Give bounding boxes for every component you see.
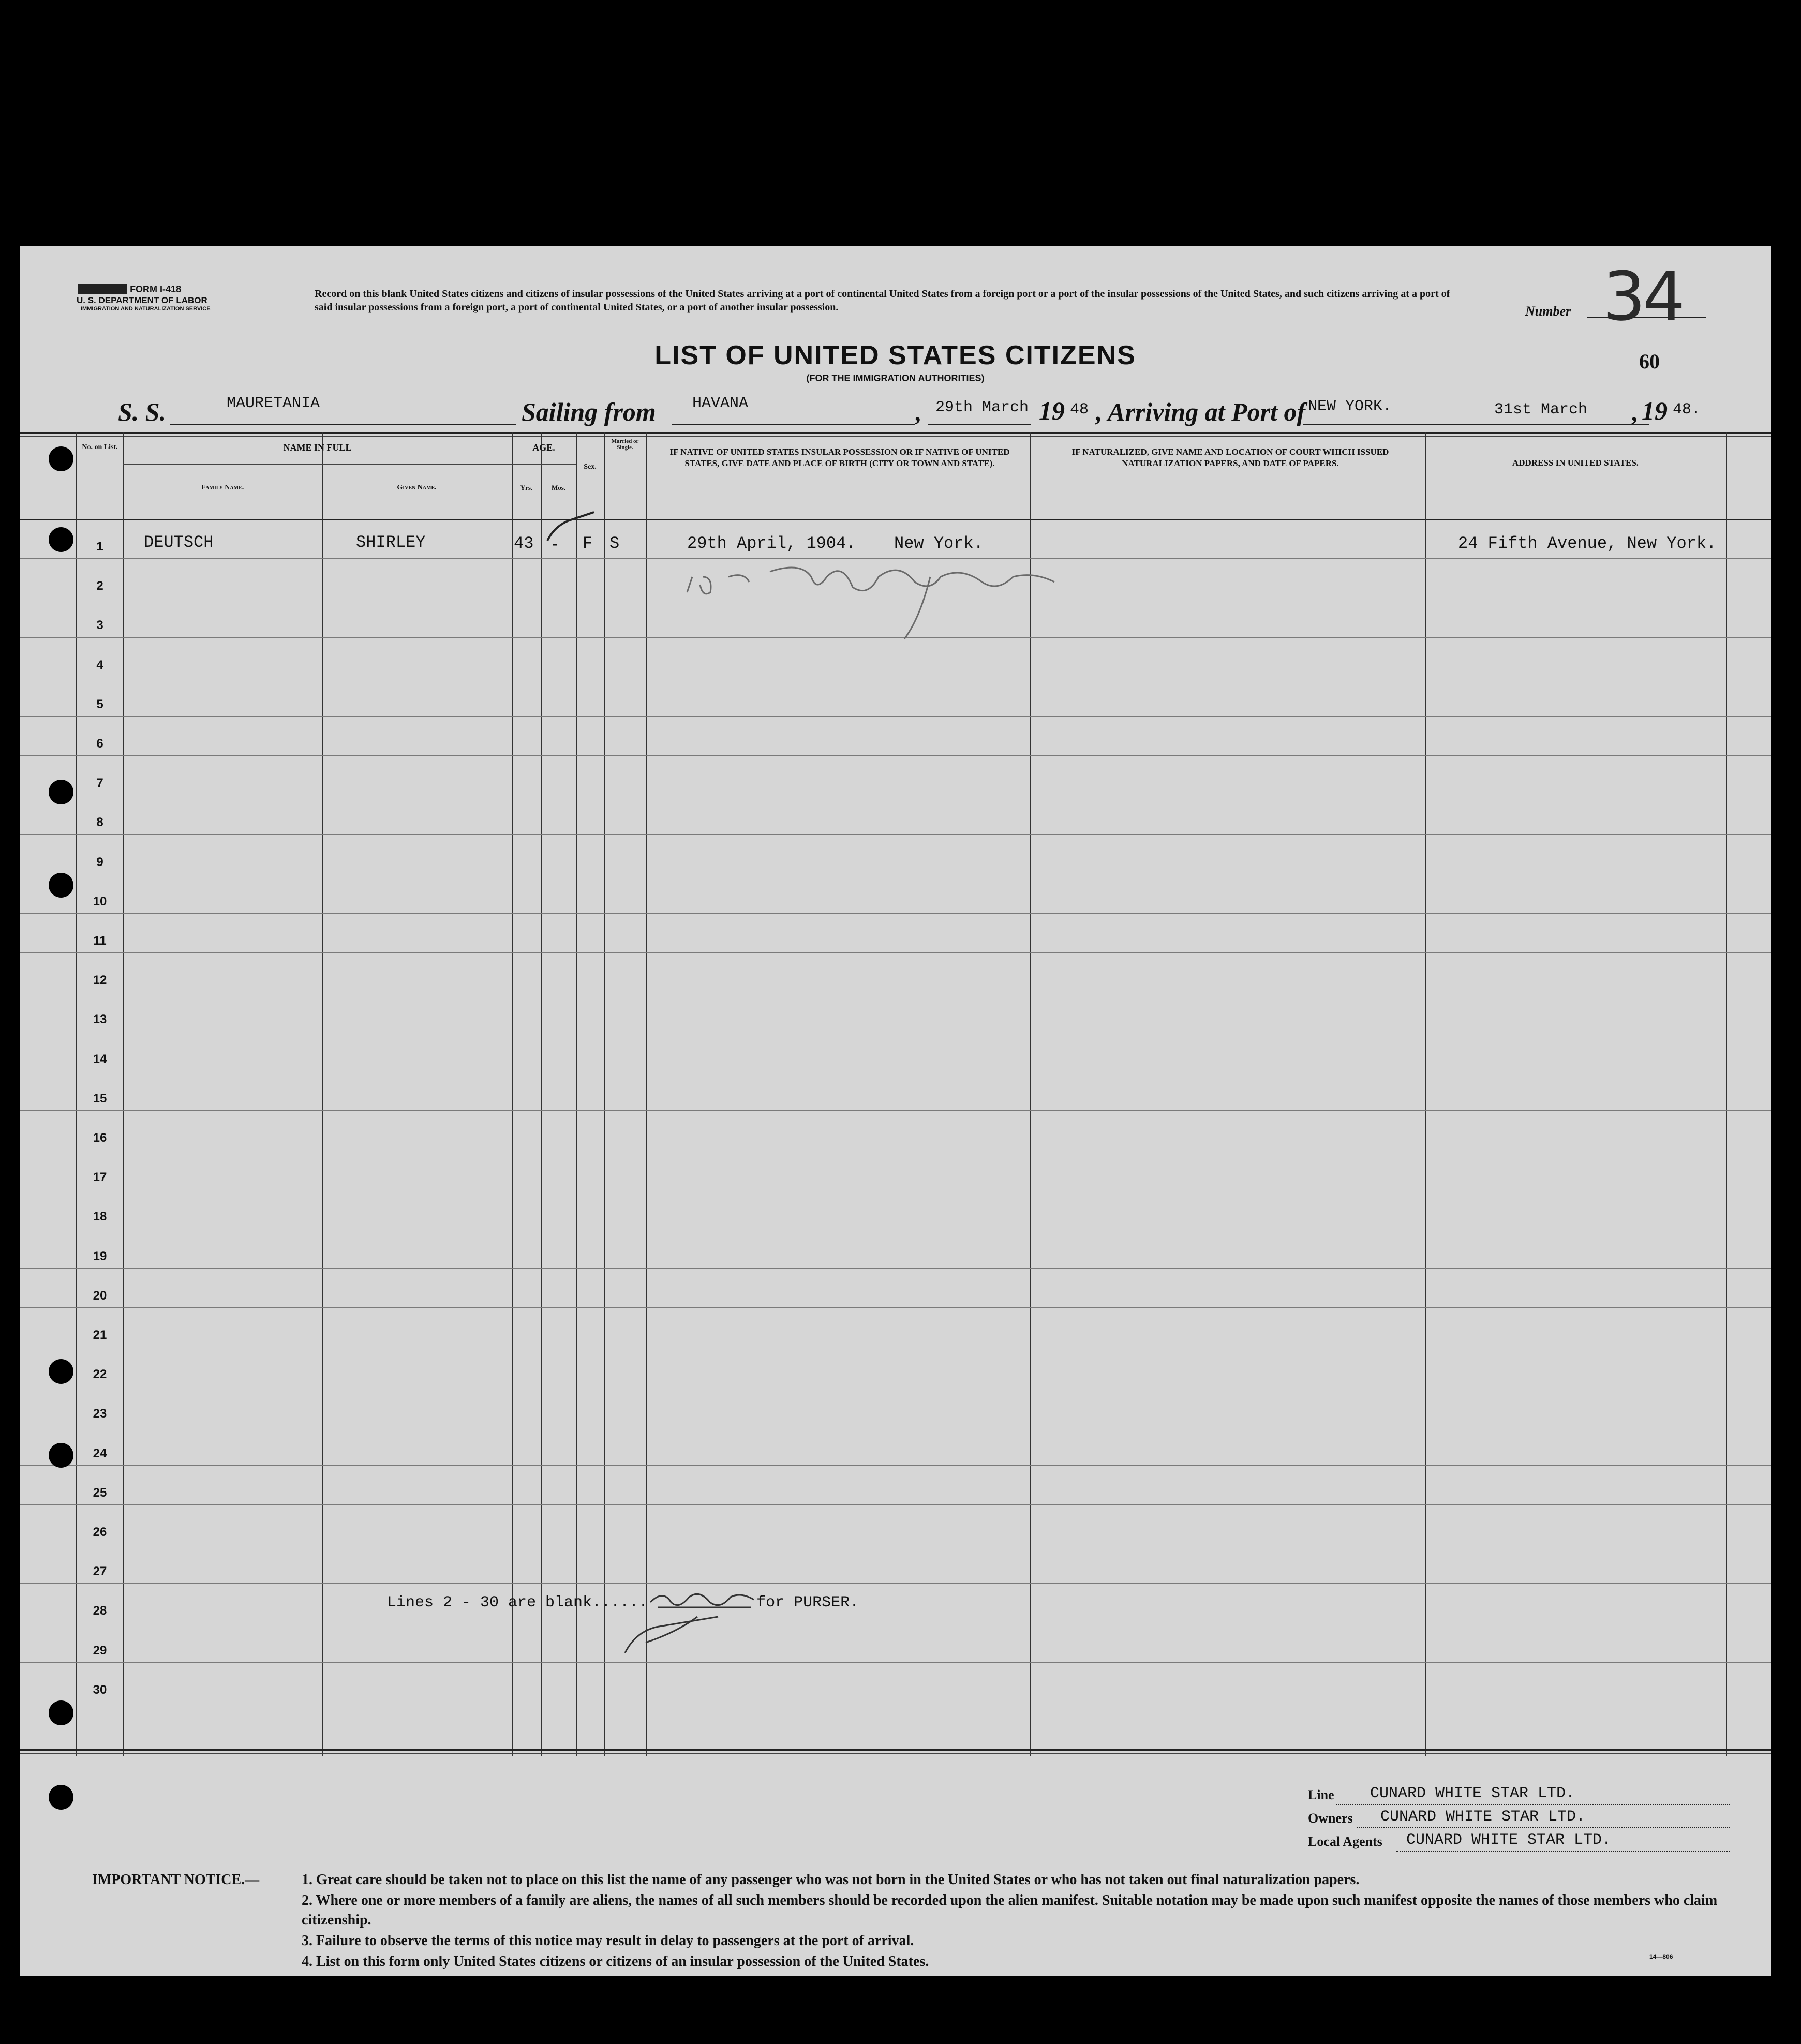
row-number: 10 xyxy=(93,894,107,908)
header-years: Yrs. xyxy=(520,484,533,491)
punch-hole xyxy=(49,1359,73,1384)
entry-family-name: DEUTSCH xyxy=(144,533,214,552)
purser-signature-flourish xyxy=(615,1601,744,1658)
row-number: 18 xyxy=(93,1210,107,1224)
header-married-single: Married or Single. xyxy=(611,438,639,451)
name-subheader-rule xyxy=(123,464,512,465)
table-row xyxy=(20,952,1771,953)
table-row xyxy=(20,1110,1771,1111)
arrival-year: 48. xyxy=(1673,401,1701,419)
row-number: 4 xyxy=(96,658,103,672)
blank-lines-note-for: for xyxy=(756,1594,785,1612)
age-subheader-rule xyxy=(512,464,576,465)
arrival-date: 31st March xyxy=(1494,401,1588,419)
service-name: IMMIGRATION AND NATURALIZATION SERVICE xyxy=(81,306,211,312)
row-number: 5 xyxy=(96,697,103,711)
row-number: 11 xyxy=(93,934,107,948)
table-row xyxy=(20,1583,1771,1584)
arrival-port-line xyxy=(1303,424,1649,425)
header-sex: Sex. xyxy=(584,463,597,471)
sailing-date-line xyxy=(928,424,1031,425)
entry-married: S xyxy=(609,534,620,553)
entry-birth-date: 29th April, 1904. xyxy=(687,534,856,553)
entry-months: - xyxy=(550,535,560,555)
sailing-port-line xyxy=(672,424,915,425)
col-line-family xyxy=(123,432,124,1756)
header-given-name: Given Name. xyxy=(397,484,437,491)
ss-label: S. S. xyxy=(118,397,167,426)
table-row xyxy=(20,716,1771,717)
punch-hole xyxy=(49,1785,73,1810)
sailing-year: 48 xyxy=(1070,401,1089,419)
owners-label: Owners xyxy=(1308,1811,1353,1826)
row-number: 2 xyxy=(96,579,103,593)
citizen-table xyxy=(20,432,1771,1756)
punch-hole xyxy=(49,527,73,552)
col-line-mos xyxy=(541,432,542,1756)
blank-lines-note: Lines 2 - 30 are blank...... for PURSER. xyxy=(387,1587,859,1613)
header-family-name: Family Name. xyxy=(201,484,244,491)
row-number: 12 xyxy=(93,973,107,988)
row-number: 14 xyxy=(93,1052,107,1066)
page-title: LIST OF UNITED STATES CITIZENS xyxy=(654,340,1136,370)
col-line-birth xyxy=(646,432,647,1756)
row-number: 28 xyxy=(93,1604,107,1618)
punch-hole xyxy=(49,1443,73,1468)
arrival-year-prefix: 19 xyxy=(1642,396,1668,425)
punch-hole xyxy=(49,873,73,898)
table-row xyxy=(20,1465,1771,1466)
table-top-rule-2 xyxy=(20,436,1771,437)
entry-given-name: SHIRLEY xyxy=(356,533,426,552)
col-line-sex xyxy=(576,432,577,1756)
sailing-date: 29th March xyxy=(935,399,1029,416)
owners-value: CUNARD WHITE STAR LTD. xyxy=(1380,1808,1586,1826)
col-line-given xyxy=(322,432,323,1756)
col-line-married xyxy=(604,432,605,1756)
header-naturalized: IF NATURALIZED, GIVE NAME AND LOCATION OF COURT WHICH ISSUED NATURALIZATION PAPERS, AND DATE OF PAPERS. xyxy=(1071,447,1389,468)
row-number: 30 xyxy=(93,1682,107,1697)
table-row xyxy=(20,913,1771,914)
row-number: 7 xyxy=(96,776,103,790)
punch-hole xyxy=(49,446,73,471)
table-top-rule xyxy=(20,432,1771,434)
notice-3: 3. Failure to observe the terms of this notice may result in delay to passengers at the port of arrival. xyxy=(302,1933,914,1949)
blank-lines-note-role: PURSER. xyxy=(794,1594,859,1612)
table-row xyxy=(20,1307,1771,1308)
check-mark-icon xyxy=(542,510,604,556)
agents-underline xyxy=(1396,1851,1730,1852)
table-row xyxy=(20,1504,1771,1505)
header-no: No. on List. xyxy=(82,443,118,451)
line-underline xyxy=(1336,1804,1730,1805)
sailing-year-prefix: 19 xyxy=(1039,396,1065,425)
entry-birth-place: New York. xyxy=(894,534,984,553)
notice-2: 2. Where one or more members of a family are aliens, the names of all such members should be recorded upon the alien manifest. Suitable notation may be made upon such manifest opposite the names of those members who claim citizenship. xyxy=(302,1892,1718,1928)
header-age: AGE. xyxy=(532,442,555,453)
row-number: 26 xyxy=(93,1525,107,1539)
row-number: 22 xyxy=(93,1367,107,1382)
page-subtitle: (FOR THE IMMIGRATION AUTHORITIES) xyxy=(806,373,985,383)
row-number: 8 xyxy=(96,815,103,830)
entry-address: 24 Fifth Avenue, New York. xyxy=(1458,534,1717,553)
table-row xyxy=(20,1662,1771,1663)
header-bottom-rule xyxy=(20,519,1771,520)
table-row xyxy=(20,755,1771,756)
col-line-address xyxy=(1425,432,1426,1756)
row-number: 13 xyxy=(93,1012,107,1027)
table-row xyxy=(20,834,1771,835)
page-number: 60 xyxy=(1639,350,1660,373)
entry-years: 43 xyxy=(514,534,534,553)
handwritten-annotation xyxy=(672,556,1096,660)
row-number: 15 xyxy=(93,1091,107,1106)
arriving-label-text: Arriving at Port of xyxy=(1108,397,1306,426)
record-instructions: Record on this blank United States citizens and citizens of insular possessions of the United States arriving at a port of continental United States from a foreign port or a port of the insular possessions of the United States, and such citizens arriving at a port of said insular possessions from a foreign port, a port of continental United States, or a port of another insular possession. xyxy=(315,288,1450,313)
row-number: 29 xyxy=(93,1643,107,1658)
sailing-port: HAVANA xyxy=(692,395,749,412)
table-row xyxy=(20,1268,1771,1269)
voyage-line xyxy=(97,392,1711,428)
line-label: Line xyxy=(1308,1787,1334,1802)
row-number: 21 xyxy=(93,1328,107,1342)
punch-hole xyxy=(49,1700,73,1725)
header-birth: IF NATIVE OF UNITED STATES INSULAR POSSESSION OR IF NATIVE OF UNITED STATES, GIVE DATE AND PLACE OF BIRTH (CITY OR TOWN AND STATE). xyxy=(669,447,1010,468)
agents-label: Local Agents xyxy=(1308,1834,1382,1849)
notice-1: 1. Great care should be taken not to place on this list the name of any passenger who was not born in the United States or who has not taken out final naturalization papers. xyxy=(302,1872,1360,1888)
row-number: 25 xyxy=(93,1485,107,1500)
print-code: 14—806 xyxy=(1649,1953,1673,1960)
header-address: ADDRESS IN UNITED STATES. xyxy=(1512,458,1639,468)
sailing-from-label: Sailing from xyxy=(522,397,656,426)
notice-heading: IMPORTANT NOTICE.— xyxy=(92,1872,260,1888)
comma-2: , xyxy=(1631,399,1638,426)
row-number: 20 xyxy=(93,1288,107,1303)
line-value: CUNARD WHITE STAR LTD. xyxy=(1370,1785,1575,1802)
arrival-port: NEW YORK. xyxy=(1308,398,1392,415)
row-number: 3 xyxy=(96,618,103,633)
col-line-right xyxy=(1726,432,1727,1756)
row-number: 17 xyxy=(93,1170,107,1185)
col-line-no xyxy=(76,432,77,1756)
col-line-yrs xyxy=(512,432,513,1756)
arriving-label: , Arriving at Port of xyxy=(1096,397,1306,426)
department-name: U. S. DEPARTMENT OF LABOR xyxy=(77,295,207,305)
table-bottom-rule-2 xyxy=(20,1753,1771,1754)
row-number: 23 xyxy=(93,1407,107,1421)
notice-4: 4. List on this form only United States citizens or citizens of an insular possession of the United States. xyxy=(302,1953,929,1970)
comma-1: , xyxy=(915,399,921,426)
row-number: 24 xyxy=(93,1446,107,1460)
row-number: 9 xyxy=(96,855,103,869)
row-number: 27 xyxy=(93,1564,107,1579)
ship-name-line xyxy=(170,424,516,425)
agents-value: CUNARD WHITE STAR LTD. xyxy=(1406,1831,1612,1849)
punch-hole xyxy=(49,780,73,804)
blank-lines-note-text: Lines 2 - 30 are blank xyxy=(387,1594,592,1612)
row-number: 6 xyxy=(96,737,103,751)
list-number: 34 xyxy=(1603,257,1683,336)
row-number: 16 xyxy=(93,1131,107,1145)
owners-underline xyxy=(1357,1827,1730,1828)
row-number: 1 xyxy=(96,540,103,554)
table-bottom-rule xyxy=(20,1749,1771,1751)
row-number: 19 xyxy=(93,1249,107,1263)
header-months: Mos. xyxy=(551,484,566,491)
manifest-sheet xyxy=(20,246,1771,1976)
number-label: Number xyxy=(1525,304,1571,319)
entry-sex: F xyxy=(583,534,593,553)
header-name-in-full: NAME IN FULL xyxy=(283,442,352,453)
ship-name: MAURETANIA xyxy=(227,395,320,412)
form-id: XXXXXXXX FORM I-418 xyxy=(78,284,182,294)
